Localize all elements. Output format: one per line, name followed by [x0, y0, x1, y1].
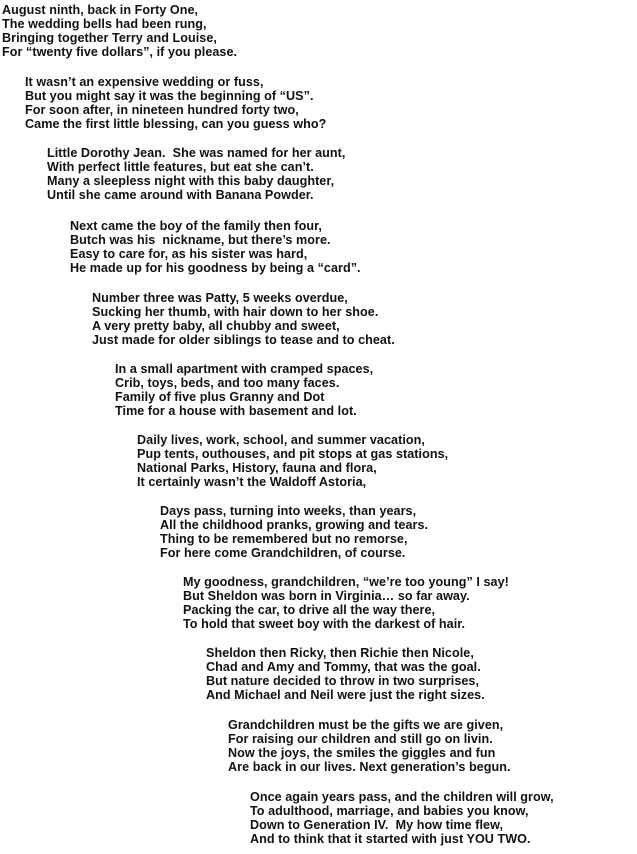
poem-line: But you might say it was the beginning of “US”. — [25, 89, 314, 103]
poem-line: August ninth, back in Forty One, — [2, 3, 199, 17]
poem-line: Pup tents, outhouses, and pit stops at gas stations, — [137, 447, 449, 461]
poem-line: Family of five plus Granny and Dot — [115, 390, 325, 404]
poem-line: Sheldon then Ricky, then Richie then Nicole, — [206, 646, 474, 660]
poem-line: Bringing together Terry and Louise, — [2, 31, 217, 45]
poem-line: Chad and Amy and Tommy, that was the goal. — [206, 660, 481, 674]
poem-line: Little Dorothy Jean. She was named for her aunt, — [47, 146, 346, 160]
poem-line: Butch was his nickname, but there’s more. — [70, 233, 331, 247]
stanza-4 — [70, 219, 633, 275]
stanza-3 — [47, 146, 633, 202]
poem-line: Thing to be remembered but no remorse, — [160, 532, 408, 546]
poem-line: My goodness, grandchildren, “we’re too young” I say! — [183, 575, 509, 589]
poem-line: Crib, toys, beds, and too many faces. — [115, 376, 340, 390]
poem-line: In a small apartment with cramped spaces, — [115, 362, 374, 376]
stanza-6 — [115, 362, 633, 418]
poem-line: For “twenty five dollars”, if you please. — [2, 45, 238, 59]
poem-line: For here come Grandchildren, of course. — [160, 546, 406, 560]
poem-line: National Parks, History, fauna and flora, — [137, 461, 377, 475]
poem-line: Next came the boy of the family then four, — [70, 219, 322, 233]
poem-line: For raising our children and still go on livin. — [228, 732, 493, 746]
poem-line: Sucking her thumb, with hair down to her shoe. — [92, 305, 379, 319]
poem-line: Easy to care for, as his sister was hard, — [70, 247, 308, 261]
poem-line: A very pretty baby, all chubby and sweet, — [92, 319, 340, 333]
poem-line: It wasn’t an expensive wedding or fuss, — [25, 75, 264, 89]
poem-line: Time for a house with basement and lot. — [115, 404, 357, 418]
stanza-1 — [2, 3, 633, 59]
poem-line: Down to Generation IV. My how time flew, — [250, 818, 504, 832]
stanza-7 — [137, 433, 633, 489]
poem-line: It certainly wasn’t the Waldoff Astoria, — [137, 475, 367, 489]
poem-line: He made up for his goodness by being a “card”. — [70, 261, 361, 275]
poem-line: Now the joys, the smiles the giggles and fun — [228, 746, 496, 760]
stanza-5 — [92, 291, 633, 347]
poem-line: But Sheldon was born in Virginia… so far away. — [183, 589, 470, 603]
poem-line: Packing the car, to drive all the way there, — [183, 603, 436, 617]
poem-line: Are back in our lives. Next generation’s begun. — [228, 760, 511, 774]
poem-line: Came the first little blessing, can you guess who? — [25, 117, 327, 131]
stanza-11 — [228, 718, 633, 774]
poem-line: Daily lives, work, school, and summer vacation, — [137, 433, 425, 447]
poem-line: To adulthood, marriage, and babies you know, — [250, 804, 529, 818]
poem-line: Days pass, turning into weeks, than years, — [160, 504, 417, 518]
poem-line: Grandchildren must be the gifts we are given, — [228, 718, 504, 732]
poem-line: To hold that sweet boy with the darkest of hair. — [183, 617, 466, 631]
stanza-2 — [25, 75, 633, 131]
stanza-8 — [160, 504, 633, 560]
poem-line: All the childhood pranks, growing and tears. — [160, 518, 429, 532]
poem-line: Just made for older siblings to tease and to cheat. — [92, 333, 395, 347]
poem-line: Number three was Patty, 5 weeks overdue, — [92, 291, 348, 305]
poem-line: For soon after, in nineteen hundred forty two, — [25, 103, 299, 117]
poem-line: With perfect little features, but eat she can’t. — [47, 160, 314, 174]
poem-line: Until she came around with Banana Powder. — [47, 188, 314, 202]
stanza-9 — [183, 575, 633, 631]
poem-line: And to think that it started with just YOU TWO. — [250, 832, 531, 846]
poem-line: The wedding bells had been rung, — [2, 17, 207, 31]
poem-line: And Michael and Neil were just the right sizes. — [206, 688, 485, 702]
poem-line: But nature decided to throw in two surprises, — [206, 674, 480, 688]
poem-line: Once again years pass, and the children will grow, — [250, 790, 554, 804]
poem-line: Many a sleepless night with this baby daughter, — [47, 174, 335, 188]
stanza-12 — [250, 790, 633, 846]
stanza-10 — [206, 646, 633, 702]
